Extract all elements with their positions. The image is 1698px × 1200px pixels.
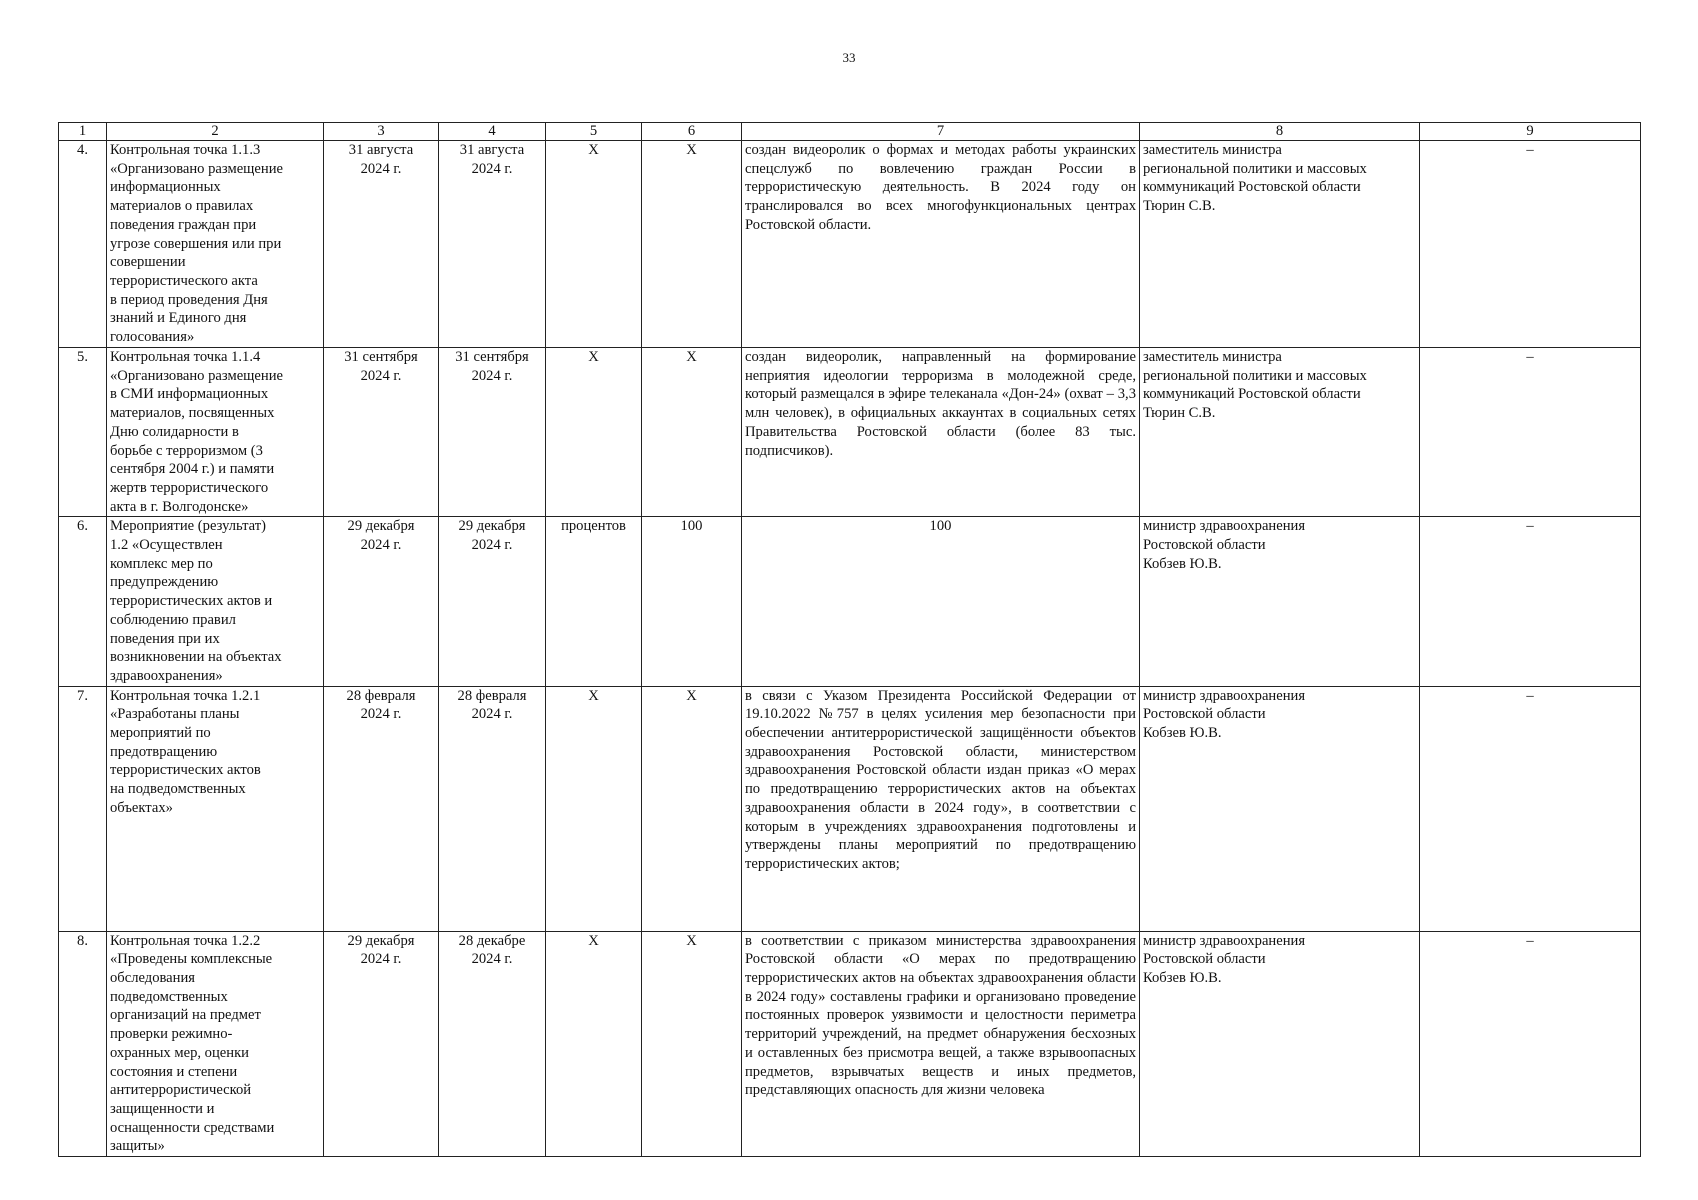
column-header: 1 (59, 123, 107, 141)
table-row (59, 686, 1641, 931)
unit: Х (546, 141, 642, 348)
note: – (1420, 686, 1641, 931)
responsible: министр здравоохранения Ростовской области Кобзев Ю.В. (1140, 517, 1420, 686)
row-number: 5. (59, 348, 107, 517)
responsible: заместитель министра региональной политики и массовых коммуникаций Ростовской области Тюрин С.В. (1140, 141, 1420, 348)
header-row (59, 123, 1641, 141)
fact-date: 31 сентября 2024 г. (439, 348, 546, 517)
plan-value: 100 (642, 517, 742, 686)
item-name: Контрольная точка 1.1.3 «Организовано размещение информационных материалов о правилах поведения граждан при угрозе совершения или при совершении террористического акта в период проведения Дня знаний и Единого дня голосования» (107, 141, 324, 348)
note: – (1420, 931, 1641, 1156)
column-header: 4 (439, 123, 546, 141)
responsible: заместитель министра региональной политики и массовых коммуникаций Ростовской области Тюрин С.В. (1140, 348, 1420, 517)
item-name: Контрольная точка 1.2.1 «Разработаны планы мероприятий по предотвращению террористических актов на подведомственных объектах» (107, 686, 324, 931)
result-text: в связи с Указом Президента Российской Федерации от 19.10.2022 №757 в целях усиления мер безопасности при обеспечении антитеррористической защищённости объектов здравоохранения Ростовской области, министерством здравоохранения Ростовской области издан приказ «О мерах по предотвращению террористических актов на объектах здравоохранения области в 2024 году», в соответствии с которым в учреждениях здравоохранения подготовлены и утверждены планы мероприятий по предотвращению террористических актов; (742, 686, 1140, 931)
table-row (59, 517, 1641, 686)
responsible: министр здравоохранения Ростовской области Кобзев Ю.В. (1140, 931, 1420, 1156)
result-text: создан видеоролик о формах и методах работы украинских спецслужб по вовлечению граждан России в террористическую деятельность. В 2024 году он транслировался во всех многофункциональных центрах Ростовской области. (742, 141, 1140, 348)
row-number: 6. (59, 517, 107, 686)
row-number: 4. (59, 141, 107, 348)
column-header: 5 (546, 123, 642, 141)
plan-date: 29 декабря 2024 г. (324, 517, 439, 686)
row-number: 8. (59, 931, 107, 1156)
column-header: 2 (107, 123, 324, 141)
plan-date: 31 сентября 2024 г. (324, 348, 439, 517)
column-header: 3 (324, 123, 439, 141)
result-text: в соответствии с приказом министерства здравоохранения Ростовской области «О мерах по предотвращению террористических актов на объектах здравоохранения области в 2024 году» составлены графики и организовано проведение постоянных проверок уязвимости и целостности периметра территорий учреждений, на предмет обнаружения бесхозных и оставленных без присмотра вещей, а также взрывоопасных предметов, взрывчатых веществ и иных предметов, представляющих опасность для жизни человека (742, 931, 1140, 1156)
column-header: 8 (1140, 123, 1420, 141)
page-number: 33 (842, 50, 856, 65)
plan-value: Х (642, 141, 742, 348)
fact-date: 31 августа 2024 г. (439, 141, 546, 348)
plan-value: Х (642, 348, 742, 517)
unit: процентов (546, 517, 642, 686)
note: – (1420, 141, 1641, 348)
plan-date: 29 декабря 2024 г. (324, 931, 439, 1156)
result-text: создан видеоролик, направленный на формирование неприятия идеологии терроризма в молодежной среде, который размещался в эфире телеканала «Дон-24» (охват – 3,3 млн человек), в официальных аккаунтах в социальных сетях Правительства Ростовской области (более 83 тыс. подписчиков). (742, 348, 1140, 517)
column-header: 7 (742, 123, 1140, 141)
unit: Х (546, 686, 642, 931)
fact-date: 28 февраля 2024 г. (439, 686, 546, 931)
unit: Х (546, 348, 642, 517)
fact-date: 28 декабре 2024 г. (439, 931, 546, 1156)
table-row (59, 141, 1641, 348)
item-name: Мероприятие (результат) 1.2 «Осуществлен комплекс мер по предупреждению террористических актов и соблюдению правил поведения при их возникновении на объектах здравоохранения» (107, 517, 324, 686)
item-name: Контрольная точка 1.2.2 «Проведены комплексные обследования подведомственных организаций на предмет проверки режимно- охранных мер, оценки состояния и степени антитеррористической защищенности и оснащенности средствами защиты» (107, 931, 324, 1156)
column-header: 9 (1420, 123, 1641, 141)
plan-date: 31 августа 2024 г. (324, 141, 439, 348)
note: – (1420, 348, 1641, 517)
plan-date: 28 февраля 2024 г. (324, 686, 439, 931)
column-header: 6 (642, 123, 742, 141)
report-table (58, 122, 1641, 1157)
fact-date: 29 декабря 2024 г. (439, 517, 546, 686)
note: – (1420, 517, 1641, 686)
result-text: 100 (742, 517, 1140, 686)
plan-value: Х (642, 686, 742, 931)
table-row (59, 348, 1641, 517)
item-name: Контрольная точка 1.1.4 «Организовано размещение в СМИ информационных материалов, посвященных Дню солидарности в борьбе с терроризмом (3 сентября 2004 г.) и памяти жертв террористического акта в г. Волгодонске» (107, 348, 324, 517)
table-row (59, 931, 1641, 1156)
plan-value: Х (642, 931, 742, 1156)
unit: Х (546, 931, 642, 1156)
row-number: 7. (59, 686, 107, 931)
responsible: министр здравоохранения Ростовской области Кобзев Ю.В. (1140, 686, 1420, 931)
